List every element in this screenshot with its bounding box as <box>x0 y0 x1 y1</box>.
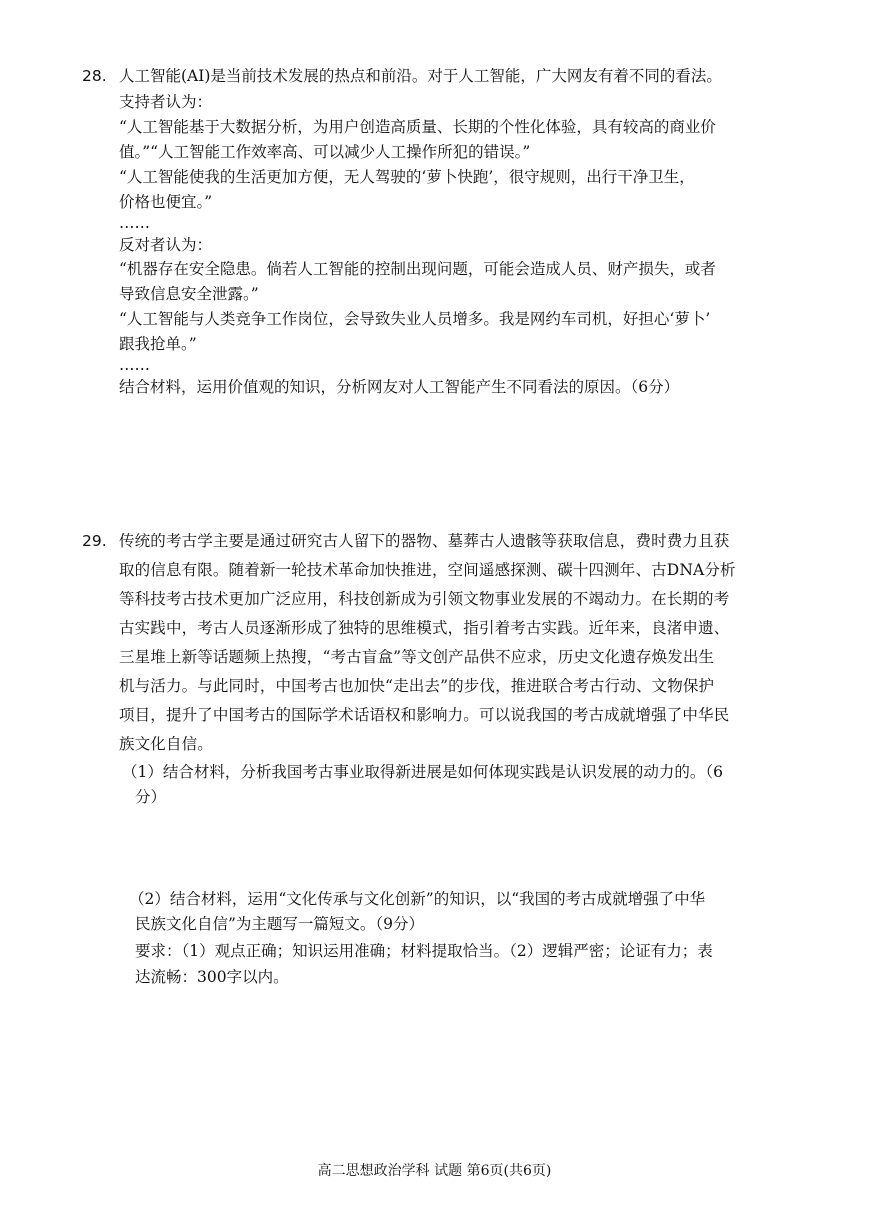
q29-line: 取的信息有限。随着新一轮技术革命加快推进，空间遥感探测、碳十四测年、古DNA分析 <box>119 561 736 579</box>
q28-line: 跟我抢单。” <box>119 335 197 353</box>
q28-line: “机器存在安全隐患。倘若人工智能的控制出现问题，可能会造成人员、财产损失，或者 <box>119 260 716 278</box>
q28-line: 价格也便宜。” <box>119 193 213 211</box>
q28-line: “人工智能与人类竞争工作岗位，会导致失业人员增多。我是网约车司机，好担心‘萝卜’ <box>119 310 711 328</box>
q28-line: “人工智能使我的生活更加方便，无人驾驶的‘萝卜快跑’，很守规则，出行干净卫生， <box>119 168 695 186</box>
q28-line: “人工智能基于大数据分析，为用户创造高质量、长期的个性化体验，具有较高的商业价 <box>119 118 716 136</box>
q29-line: 项目，提升了中国考古的国际学术话语权和影响力。可以说我国的考古成就增强了中华民 <box>119 706 730 724</box>
sub1-line: 分） <box>135 788 167 806</box>
q29-line: 古实践中，考古人员逐渐形成了独特的思维模式，指引着考古实践。近年来，良渚申遗、 <box>119 619 730 637</box>
question-number-28: 28. <box>82 67 107 85</box>
q28-line: 人工智能(AI)是当前技术发展的热点和前沿。对于人工智能，广大网友有着不同的看法。 <box>119 67 722 85</box>
q29-line: 等科技考古技术更加广泛应用，科技创新成为引领文物事业发展的不竭动力。在长期的考 <box>119 590 730 608</box>
sub1-line: （1）结合材料，分析我国考古事业取得新进展是如何体现实践是认识发展的动力的。（6 <box>122 763 723 781</box>
q28-line: …… <box>119 356 150 374</box>
question-number-29: 29. <box>82 532 107 550</box>
q29-line: 族文化自信。 <box>119 735 213 753</box>
sub2-requirements: 要求：（1）观点正确；知识运用准确；材料提取恰当。（2）逻辑严密；论证有力；表 <box>135 942 713 960</box>
q29-line: 传统的考古学主要是通过研究古人留下的器物、墓葬古人遗骸等获取信息，费时费力且获 <box>119 532 730 550</box>
page-footer: 高二思想政治学科 试题 第6页(共6页) <box>317 1163 552 1179</box>
q28-prompt: 结合材料，运用价值观的知识，分析网友对人工智能产生不同看法的原因。（6分） <box>119 378 680 396</box>
q29-line: 机与活力。与此同时，中国考古也加快“走出去”的步伐，推进联合考古行动、文物保护 <box>119 677 715 695</box>
q29-line: 三星堆上新等话题频上热搜，“考古盲盒”等文创产品供不应求，历史文化遗存焕发出生 <box>119 648 715 666</box>
sub2-line: （2）结合材料，运用“文化传承与文化创新”的知识，以“我国的考古成就增强了中华 <box>129 890 706 908</box>
sub2-requirements: 达流畅：300字以内。 <box>135 968 289 986</box>
q28-line: 值。”“人工智能工作效率高、可以减少人工操作所犯的错误。” <box>119 143 531 161</box>
q28-line: 支持者认为： <box>119 93 213 111</box>
q28-line: 反对者认为： <box>119 236 213 254</box>
q28-line: …… <box>119 214 150 232</box>
sub2-line: 民族文化自信”为主题写一篇短文。（9分） <box>135 915 425 933</box>
q28-line: 导致信息安全泄露。” <box>119 285 259 303</box>
